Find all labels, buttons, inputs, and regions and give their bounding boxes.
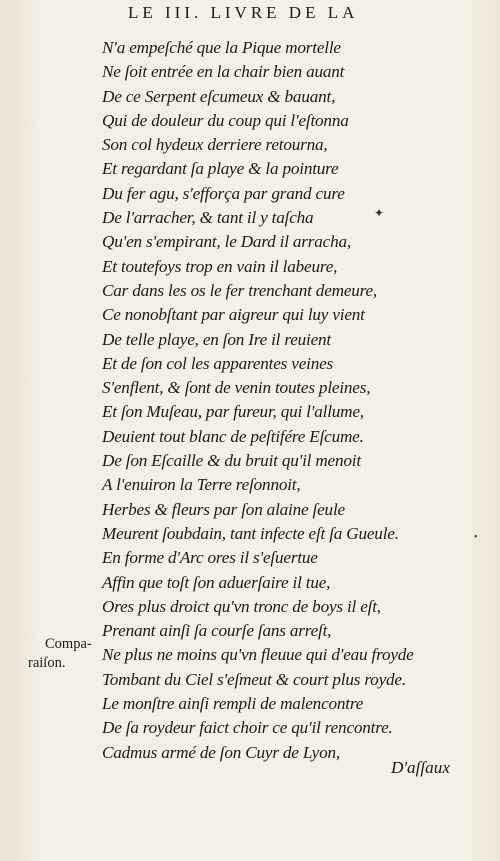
- verse-line: Ne plus ne moins qu'vn fleuue qui d'eau froyde: [102, 645, 414, 665]
- verse-line: S'enflent, & ſont de venin toutes pleines,: [102, 378, 371, 398]
- stray-mark: •: [474, 532, 478, 543]
- verse-line: A l'enuiron la Terre reſonnoit,: [102, 475, 301, 495]
- verse-line: Son col hydeux derriere retourna,: [102, 135, 328, 155]
- stray-mark: ✦: [374, 206, 385, 220]
- verse-line: Et ſon Muſeau, par fureur, qui l'allume,: [102, 402, 364, 422]
- verse-line: Ores plus droict qu'vn tronc de boys il eſt,: [102, 596, 381, 616]
- verse-line: De telle playe, en ſon Ire il reuient: [102, 329, 332, 349]
- verse-line: Du fer agu, s'efforça par grand cure: [102, 183, 345, 203]
- verse-line: Ne ſoit entrée en la chair bien auant: [102, 62, 345, 82]
- verse-line: Qui de douleur du coup qui l'eſtonna: [102, 110, 349, 130]
- verse-line: Meurent ſoubdain, tant infecte eſt ſa Gueule.: [102, 523, 399, 543]
- margin-note: [28, 635, 98, 673]
- verse-line: Affin que toſt ſon aduerſaire il tue,: [102, 572, 331, 592]
- verse-line: Prenant ainſi ſa courſe ſans arreſt,: [102, 621, 332, 641]
- verse-line: En forme d'Arc ores il s'eſuertue: [102, 548, 318, 568]
- verse-line: Cadmus armé de ſon Cuyr de Lyon,: [102, 742, 340, 762]
- verse-line: Herbes & fleurs par ſon alaine ſeule: [102, 499, 345, 519]
- verse-line: Et toutefoys trop en vain il labeure,: [102, 256, 338, 276]
- verse-line: Deuient tout blanc de peſtifére Eſcume.: [102, 426, 364, 446]
- verse-line: Le monſtre ainſi rempli de malencontre: [102, 694, 364, 714]
- verse-line: Tombant du Ciel s'eſmeut & court plus royde.: [102, 669, 406, 689]
- verse-line: De l'arracher, & tant il y taſcha: [102, 208, 314, 228]
- margin-note-line: Compa-: [45, 636, 92, 652]
- verse-line: Car dans les os le fer trenchant demeure,: [102, 280, 378, 300]
- catchword: D'aſſaux: [390, 758, 450, 777]
- verse-line: N'a empeſché que la Pique mortelle: [102, 38, 341, 57]
- verse-line: Et de ſon col les apparentes veines: [102, 353, 334, 373]
- verse-line: De ce Serpent eſcumeux & bauant,: [102, 86, 336, 106]
- verse-block: [102, 36, 482, 765]
- verse-line: De ſa roydeur faict choir ce qu'il rencontre.: [102, 718, 393, 738]
- running-head: LE III. LIVRE DE LA: [128, 3, 359, 22]
- margin-note-line: raiſon.: [28, 655, 66, 671]
- verse-line: Ce nonobſtant par aigreur qui luy vient: [102, 305, 365, 325]
- verse-line: De ſon Eſcaille & du bruit qu'il menoit: [102, 451, 361, 471]
- verse-line: Qu'en s'empirant, le Dard il arracha,: [102, 232, 351, 252]
- verse-line: Et regardant ſa playe & la pointure: [102, 159, 339, 179]
